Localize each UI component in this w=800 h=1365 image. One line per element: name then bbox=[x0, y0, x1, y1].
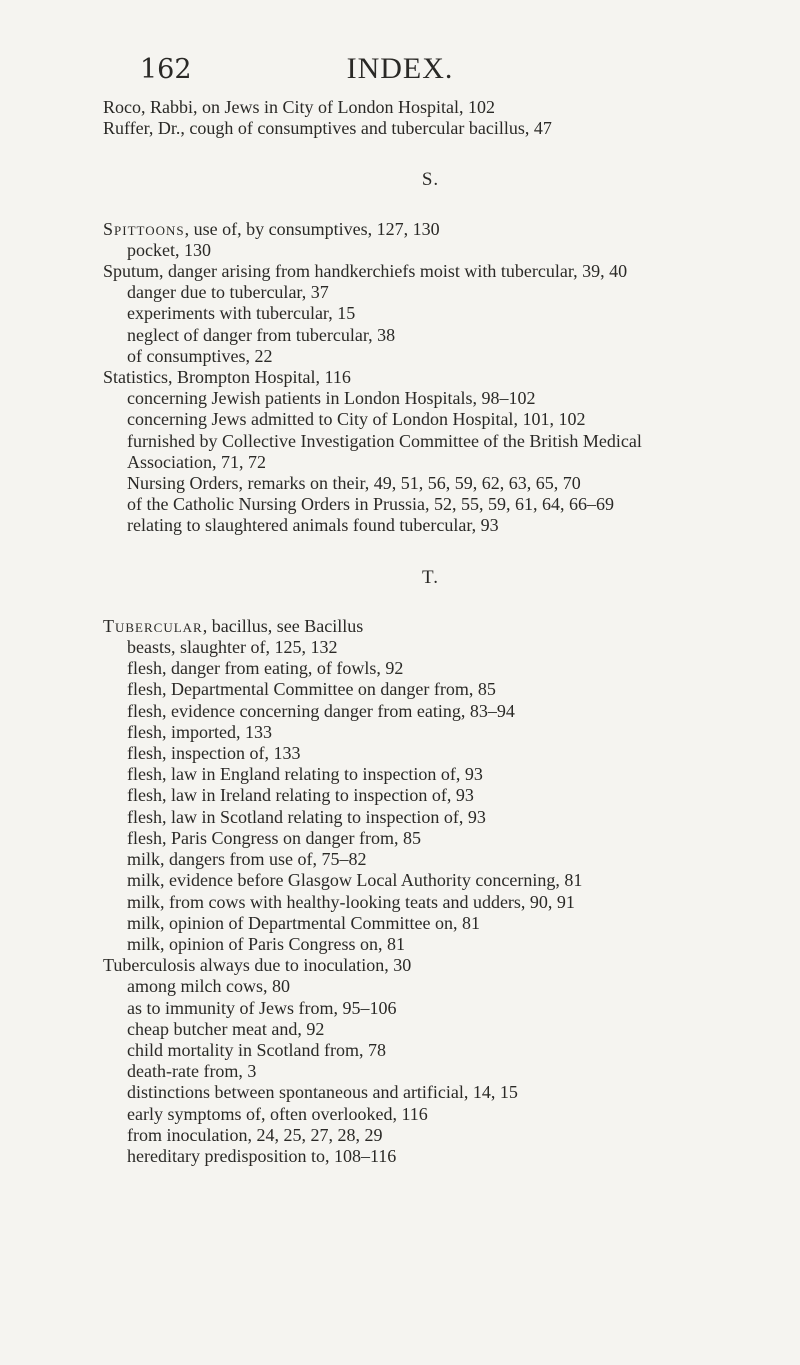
index-entry: Statistics, Brompton Hospital, 116 bbox=[103, 367, 351, 388]
index-subentry: among milch cows, 80 bbox=[127, 976, 290, 997]
index-subentry: flesh, danger from eating, of fowls, 92 bbox=[127, 658, 404, 679]
index-subentry: neglect of danger from tubercular, 38 bbox=[127, 324, 396, 345]
index-subentry: of the Catholic Nursing Orders in Prussia, 52, 55, 59, 61, 64, 66–69 bbox=[127, 494, 614, 515]
index-subentry: concerning Jews admitted to City of London Hospital, 101, 102 bbox=[127, 409, 586, 430]
index-subentry: pocket, 130 bbox=[127, 239, 211, 260]
index-subentry: flesh, evidence concerning danger from eating, 83–94 bbox=[127, 700, 515, 721]
index-subentry: flesh, Paris Congress on danger from, 85 bbox=[127, 827, 421, 848]
index-subentry: flesh, Departmental Committee on danger from, 85 bbox=[127, 679, 496, 700]
entry-text: , bacillus, see Bacillus bbox=[202, 615, 364, 636]
index-subentry: from inoculation, 24, 25, 27, 28, 29 bbox=[127, 1124, 383, 1145]
index-entry: Roco, Rabbi, on Jews in City of London Hospital, 102 bbox=[103, 97, 495, 117]
entry-heading: Spittoons bbox=[103, 218, 185, 239]
index-subentry: distinctions between spontaneous and artificial, 14, 15 bbox=[127, 1082, 518, 1103]
page-number: 162 bbox=[140, 54, 192, 85]
index-subentry: relating to slaughtered animals found tubercular, 93 bbox=[127, 515, 499, 536]
index-entry: Sputum, danger arising from handkerchiefs moist with tubercular, 39, 40 bbox=[103, 261, 628, 282]
index-subentry: early symptoms of, often overlooked, 116 bbox=[127, 1103, 428, 1124]
index-subentry: flesh, inspection of, 133 bbox=[127, 743, 301, 764]
index-entry bbox=[103, 219, 798, 240]
index-subentry: cheap butcher meat and, 92 bbox=[127, 1018, 325, 1039]
index-subentry: experiments with tubercular, 15 bbox=[127, 303, 356, 324]
index-entry: Ruffer, Dr., cough of consumptives and tubercular bacillus, 47 bbox=[103, 118, 552, 139]
section-letter-s: S. bbox=[421, 169, 440, 191]
entry-heading: Tubercular bbox=[103, 615, 203, 636]
index-subentry: Nursing Orders, remarks on their, 49, 51, 56, 59, 62, 63, 65, 70 bbox=[127, 473, 581, 494]
index-subentry: beasts, slaughter of, 125, 132 bbox=[127, 637, 338, 658]
index-subentry: furnished by Collective Investigation Committee of the British Medical bbox=[127, 430, 642, 451]
index-subentry: flesh, imported, 133 bbox=[127, 721, 272, 742]
index-subentry: flesh, law in Ireland relating to inspection of, 93 bbox=[127, 785, 474, 806]
section-letter-t: T. bbox=[422, 566, 439, 588]
index-body bbox=[103, 97, 798, 1167]
page-title: INDEX. bbox=[346, 52, 454, 85]
index-subentry: of consumptives, 22 bbox=[127, 345, 273, 366]
page-header bbox=[0, 48, 800, 88]
index-subentry: milk, evidence before Glasgow Local Authority concerning, 81 bbox=[127, 870, 583, 891]
entry-continuation: Association, 71, 72 bbox=[127, 451, 266, 472]
index-subentry: concerning Jewish patients in London Hospitals, 98–102 bbox=[127, 388, 536, 409]
section-t bbox=[103, 616, 798, 1167]
index-subentry: death-rate from, 3 bbox=[127, 1061, 257, 1082]
index-subentry: child mortality in Scotland from, 78 bbox=[127, 1039, 386, 1060]
index-subentry: milk, opinion of Paris Congress on, 81 bbox=[127, 933, 405, 954]
index-subentry: milk, from cows with healthy-looking teats and udders, 90, 91 bbox=[127, 891, 575, 912]
index-subentry: flesh, law in England relating to inspection of, 93 bbox=[127, 764, 483, 785]
index-subentry: as to immunity of Jews from, 95–106 bbox=[127, 997, 397, 1018]
index-subentry: hereditary predisposition to, 108–116 bbox=[127, 1145, 397, 1166]
entry-text: , use of, by consumptives, 127, 130 bbox=[184, 218, 440, 239]
index-subentry: milk, opinion of Departmental Committee on, 81 bbox=[127, 912, 480, 933]
index-subentry: flesh, law in Scotland relating to inspection of, 93 bbox=[127, 806, 486, 827]
index-entry: Tuberculosis always due to inoculation, 30 bbox=[103, 955, 412, 976]
index-subentry: danger due to tubercular, 37 bbox=[127, 282, 329, 303]
section-s bbox=[103, 219, 798, 537]
index-entry bbox=[103, 616, 798, 637]
index-subentry: milk, dangers from use of, 75–82 bbox=[127, 849, 367, 870]
